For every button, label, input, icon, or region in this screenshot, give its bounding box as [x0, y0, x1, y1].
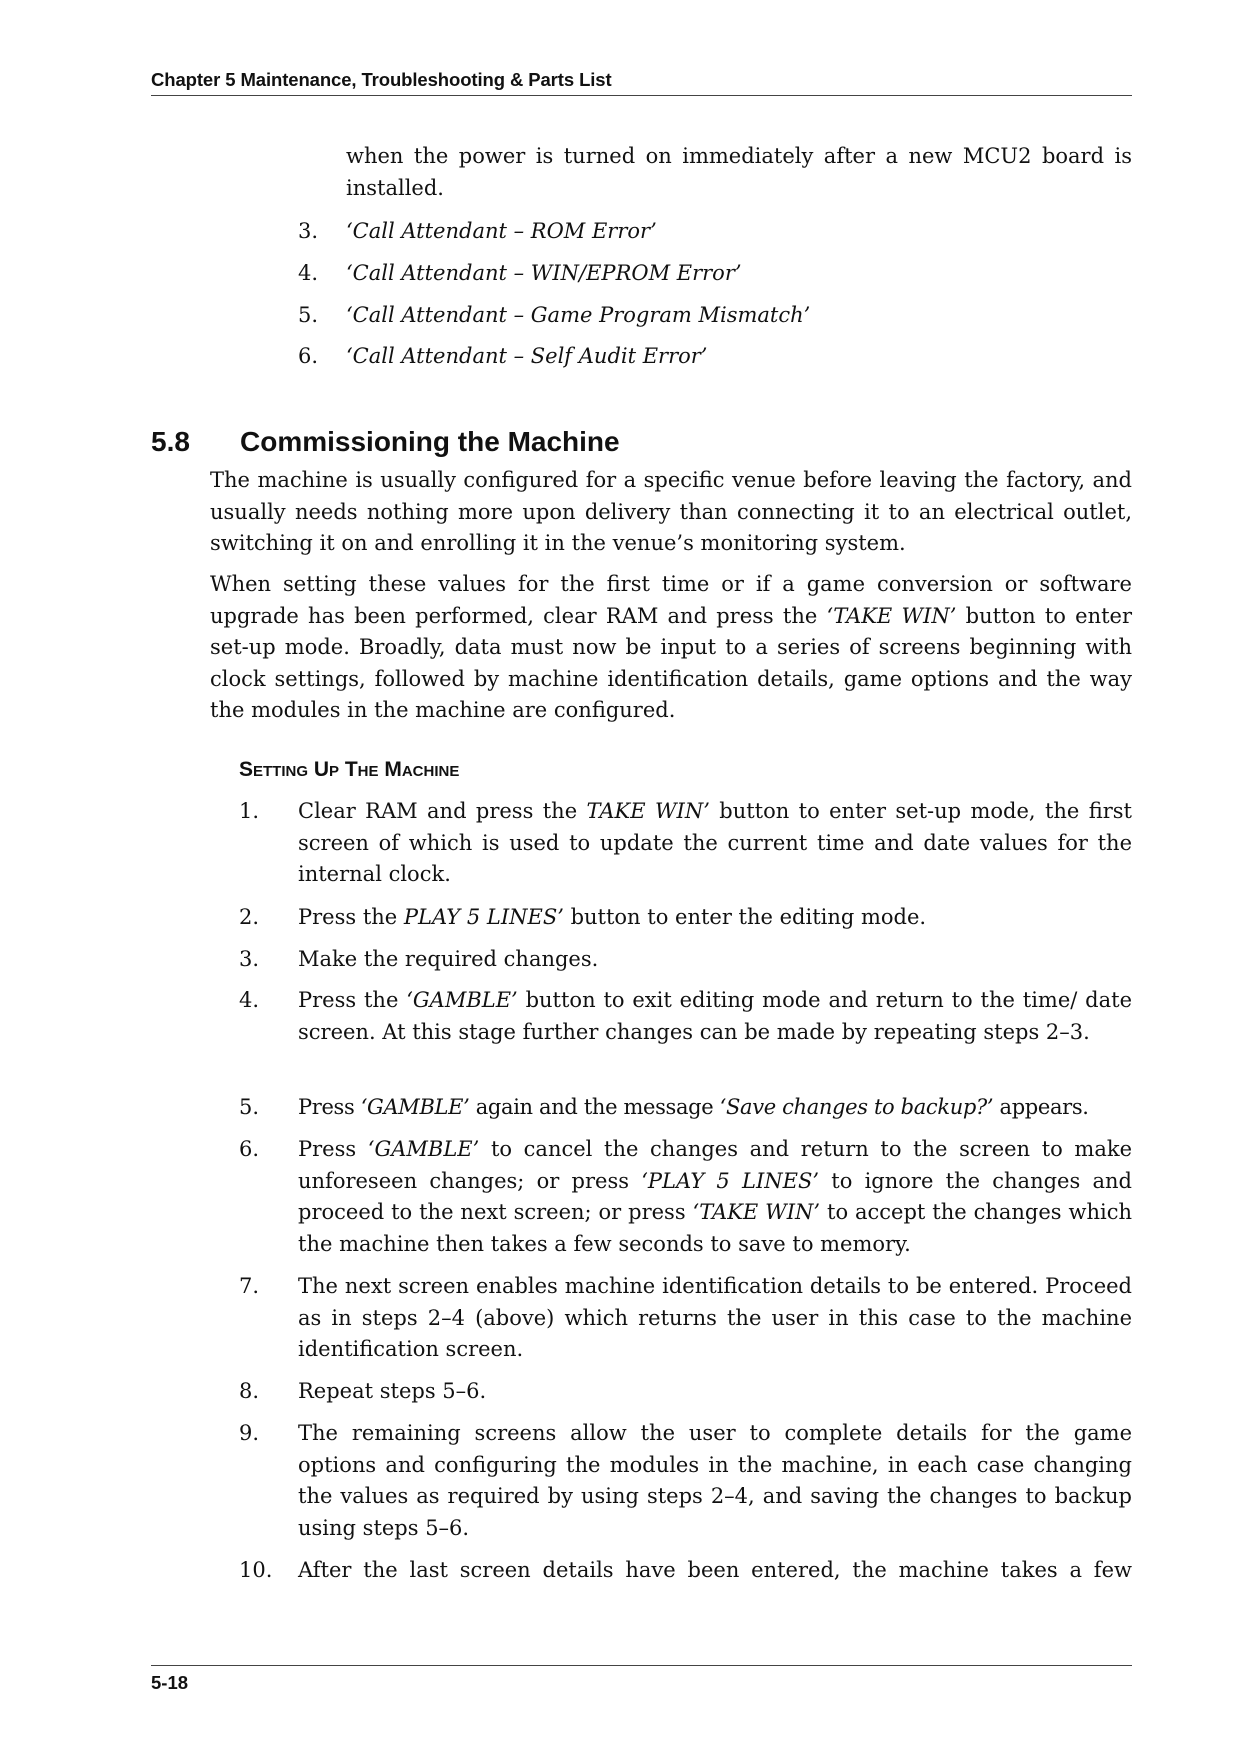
step-text: Press the ‘GAMBLE’ button to exit editing mode and return to the time/ date screen. At this stage further changes can be made by repeating steps 2–3.: [298, 988, 1132, 1044]
step-item: [239, 1376, 1132, 1408]
step-item: [239, 944, 1132, 976]
intro-paragraph: The machine is usually configured for a specific venue before leaving the factory, and usually needs nothing more upon delivery than connecting it to an electrical outlet, switching it on and enrolling it in the venue’s monitoring system.: [210, 468, 1132, 555]
footer-rule: [151, 1665, 1132, 1666]
step-text: After the last screen details have been entered, the machine takes a few: [298, 1558, 1132, 1582]
step-text: Make the required changes.: [298, 947, 599, 971]
setup-paragraph: When setting these values for the first time or if a game conversion or software upgrade has been performed, clear RAM and press the ‘TAKE WIN’ button to enter set-up mode. Broadly, data must now be input to a series of screens beginning with clock settings, followed by machine identification details, game options and the way the modules in the machine are configured.: [210, 572, 1133, 722]
step-number: 8.: [239, 1379, 260, 1403]
list-number: 5.: [298, 303, 319, 327]
step-number: 10.: [239, 1558, 273, 1582]
page-number: 5-18: [151, 1672, 189, 1693]
step-text: The next screen enables machine identification details to be entered. Proceed as in steps 2–4 (above) which returns the user in this case to the machine identification screen.: [298, 1274, 1132, 1361]
step-item: [239, 796, 1132, 891]
step-number: 9.: [239, 1421, 260, 1445]
step-item: [239, 1271, 1132, 1366]
step-item: [239, 1418, 1132, 1544]
step-text: Press the PLAY 5 LINES’ button to enter the editing mode.: [298, 905, 927, 929]
step-item: [239, 1092, 1132, 1124]
list-text: ‘Call Attendant – Game Program Mismatch’: [346, 303, 811, 327]
step-item: [239, 1134, 1132, 1260]
step-number: 3.: [239, 947, 260, 971]
list-text: ‘Call Attendant – Self Audit Error’: [346, 344, 708, 368]
step-number: 7.: [239, 1274, 260, 1298]
error-list-item: [298, 341, 1132, 373]
step-number: 1.: [239, 799, 260, 823]
step-number: 5.: [239, 1095, 260, 1119]
error-list-item: [298, 300, 1132, 332]
step-text: Clear RAM and press the TAKE WIN’ button to enter set-up mode, the first screen of which is used to update the current time and date values for the internal clock.: [298, 799, 1132, 886]
running-header: Chapter 5 Maintenance, Troubleshooting & Parts List: [151, 69, 1132, 96]
step-item: [239, 985, 1132, 1048]
step-number: 6.: [239, 1137, 260, 1161]
step-item: [239, 1555, 1132, 1587]
subheading: Setting Up The Machine: [239, 758, 460, 781]
step-item: [239, 902, 1132, 934]
step-number: 4.: [239, 988, 260, 1012]
step-text: Repeat steps 5–6.: [298, 1379, 487, 1403]
step-text: Press ‘GAMBLE’ again and the message ‘Save changes to backup?’ appears.: [298, 1095, 1089, 1119]
section-title: Commissioning the Machine: [240, 426, 620, 457]
step-number: 2.: [239, 905, 260, 929]
list-text: ‘Call Attendant – ROM Error’: [346, 219, 657, 243]
error-list-item: [298, 258, 1132, 290]
step-text: Press ‘GAMBLE’ to cancel the changes and return to the screen to make unforeseen changes; or press ‘PLAY 5 LINES’ to ignore the changes and proceed to the next screen; or press ‘TAKE WIN’ to accept the changes which the machine then takes a few seconds to save to memory.: [298, 1137, 1133, 1256]
list-number: 3.: [298, 219, 319, 243]
error-list-item: [298, 216, 1132, 248]
list-number: 4.: [298, 261, 319, 285]
list-text: ‘Call Attendant – WIN/EPROM Error’: [346, 261, 742, 285]
step-text: The remaining screens allow the user to complete details for the game options and configuring the modules in the machine, in each case changing the values as required by using steps 2–4, and saving the changes to backup using steps 5–6.: [298, 1421, 1132, 1540]
continuation-text: when the power is turned on immediately after a new MCU2 board is installed.: [346, 144, 1132, 200]
section-number: 5.8: [151, 426, 190, 457]
list-number: 6.: [298, 344, 319, 368]
